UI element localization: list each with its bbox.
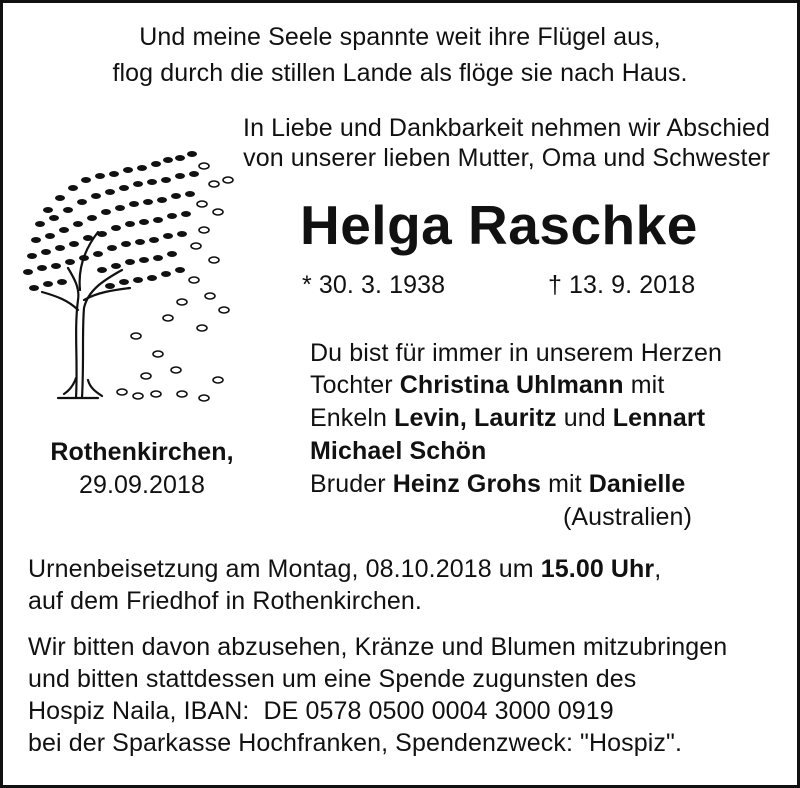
birth-date: * 30. 3. 1938 (302, 271, 446, 299)
intro-line-2: von unserer lieben Mutter, Oma und Schwester (243, 144, 770, 172)
funeral-line-1 (28, 554, 661, 584)
funeral-comma: , (654, 555, 662, 583)
grandchild-last: Lennart (612, 404, 706, 432)
mourners-line-1: Du bist für immer in unserem Herzen (310, 339, 722, 367)
place: Rothenkirchen, (50, 438, 234, 466)
death-date: † 13. 9. 2018 (548, 271, 696, 299)
daughter-name: Christina Uhlmann (399, 371, 624, 399)
notice-date: 29.09.2018 (78, 471, 206, 499)
mourners-brother-line (310, 469, 685, 499)
donation-line-3: Hospiz Naila, IBAN: DE 0578 0500 0004 3000 0919 (28, 697, 614, 725)
brother-with: mit (548, 470, 582, 498)
grandchildren-prefix: Enkeln (310, 404, 388, 432)
partner-name: Michael Schön (310, 437, 487, 465)
poem-line-2: flog durch die stillen Lande als flöge sie nach Haus. (112, 59, 688, 87)
donation-line-4: bei der Sparkasse Hochfranken, Spendenzweck: "Hospiz". (28, 729, 683, 757)
brother-partner: Danielle (588, 470, 686, 498)
mourners-grandchildren-line (310, 403, 705, 433)
funeral-time: 15.00 Uhr (540, 555, 655, 583)
intro-line-1: In Liebe und Dankbarkeit nehmen wir Abschied (243, 114, 770, 142)
brother-prefix: Bruder (310, 470, 386, 498)
brother-location: (Australien) (562, 503, 692, 531)
daughter-suffix: mit (630, 371, 665, 399)
windblown-tree-icon (18, 140, 248, 410)
donation-line-2: und bitten stattdessen um eine Spende zugunsten des (28, 665, 637, 693)
deceased-name: Helga Raschke (300, 194, 698, 256)
poem-line-1: Und meine Seele spannte weit ihre Flügel aus, (139, 23, 661, 51)
grandchildren-names: Levin, Lauritz (394, 404, 557, 432)
funeral-date-text: Urnenbeisetzung am Montag, 08.10.2018 um (28, 555, 534, 583)
mourners-daughter-line (310, 370, 664, 400)
grandchildren-and: und (563, 404, 606, 432)
donation-line-1: Wir bitten davon abzusehen, Kränze und Blumen mitzubringen (28, 633, 728, 661)
brother-name: Heinz Grohs (392, 470, 542, 498)
daughter-prefix: Tochter (310, 371, 393, 399)
funeral-line-2: auf dem Friedhof in Rothenkirchen. (28, 587, 422, 615)
